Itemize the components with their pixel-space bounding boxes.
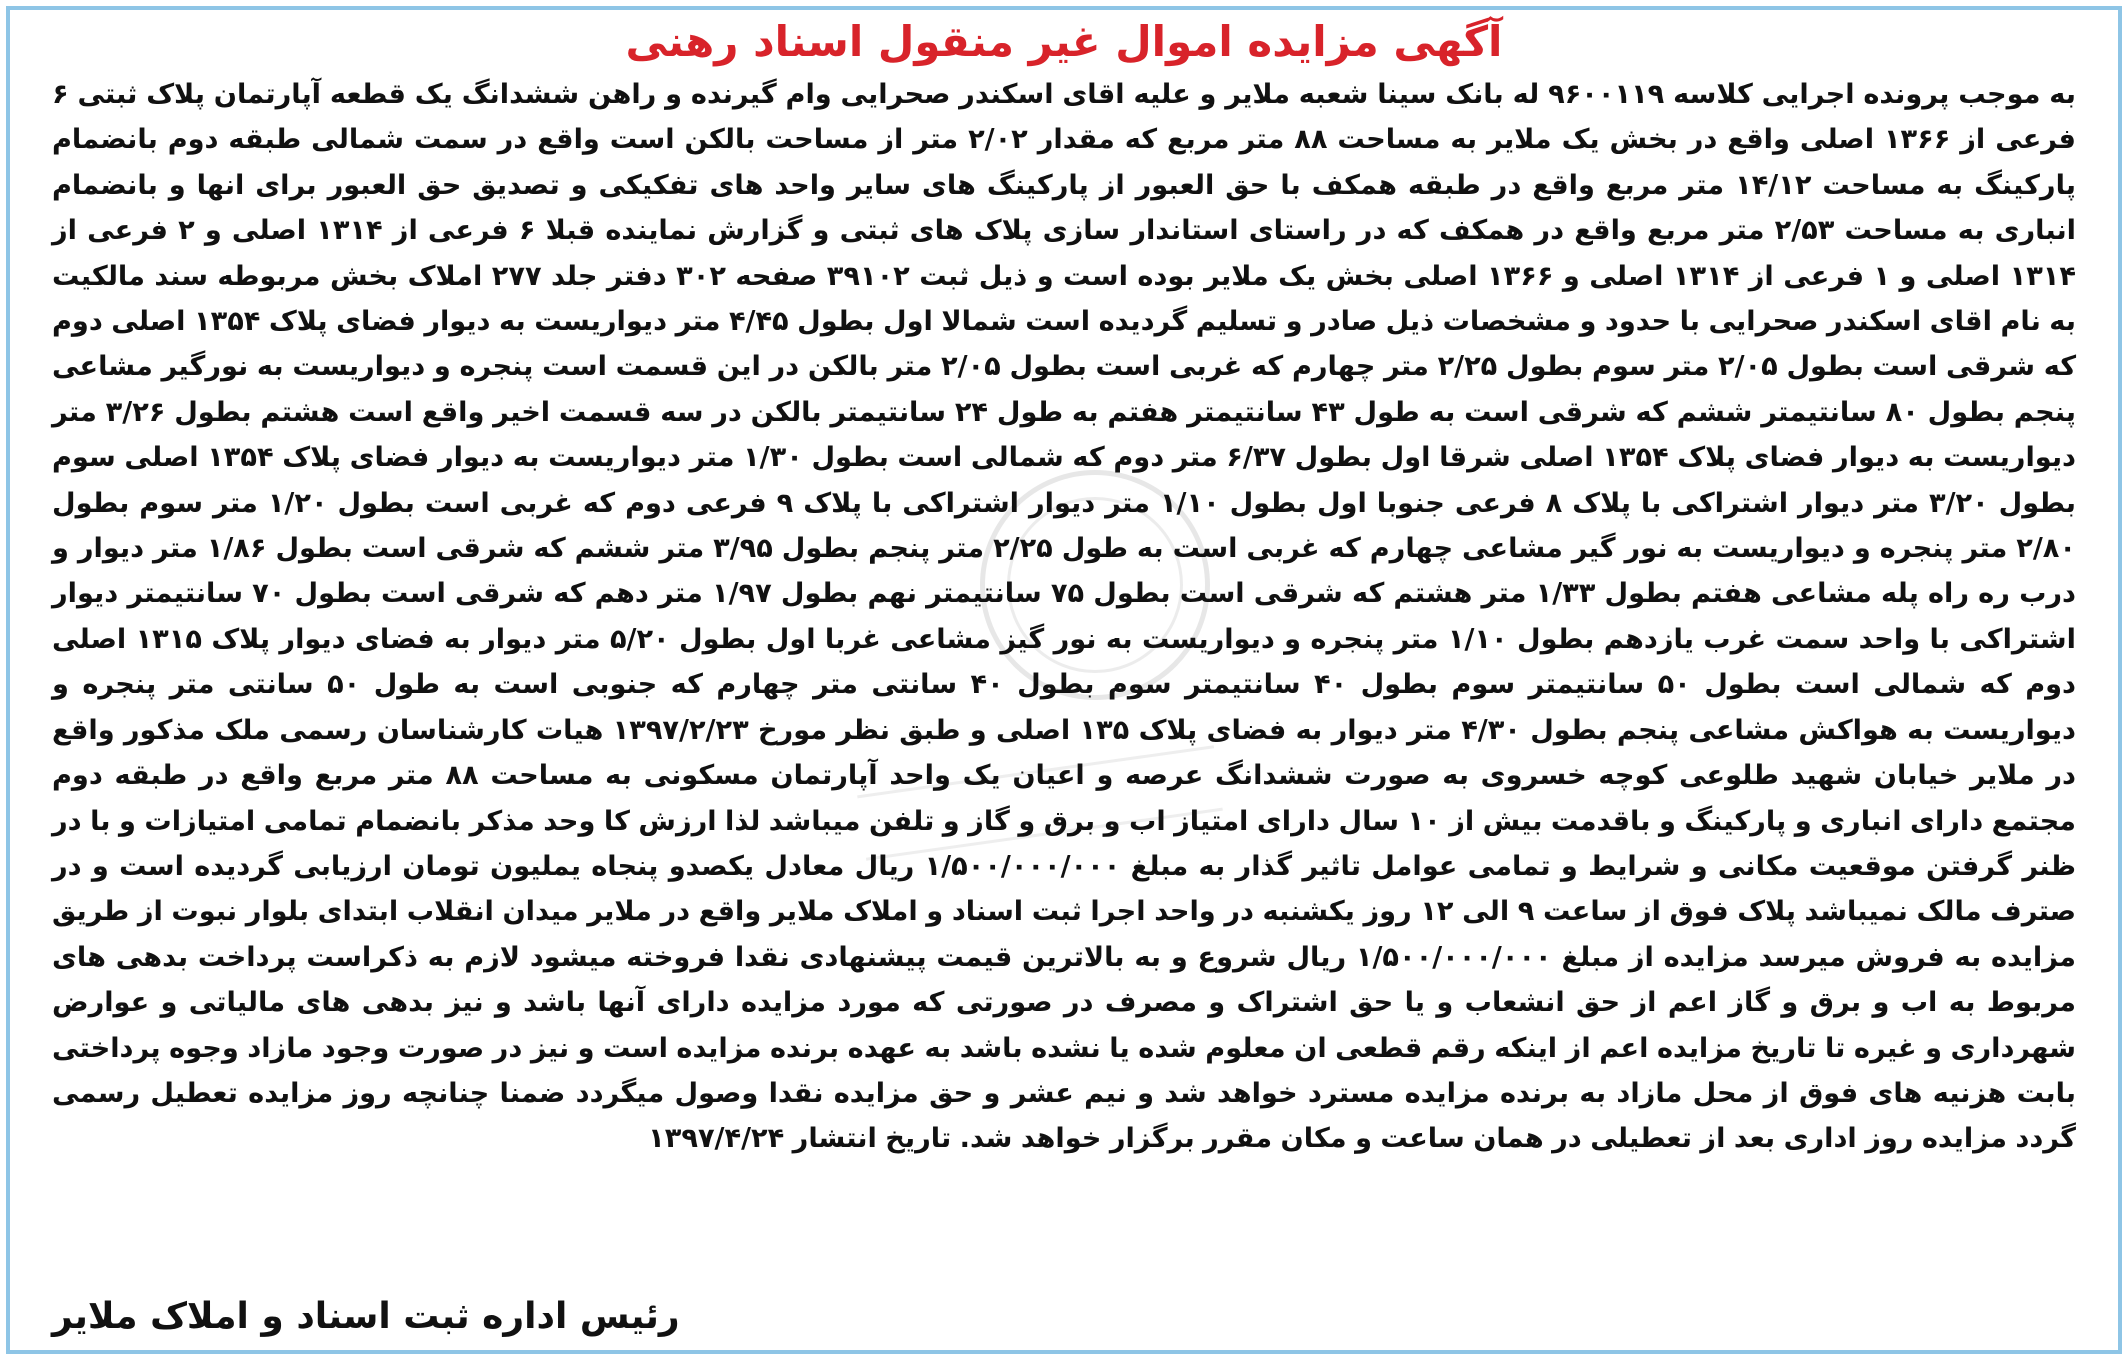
notice-body: به موجب پرونده اجرایی کلاسه ۹۶۰۰۱۱۹ له بانک سینا شعبه ملایر و علیه اقای اسکندر صحرایی وام گیرنده و راهن ششدانگ یک قطعه آپارتمان پلاک ثبتی ۶ فرعی از ۱۳۶۶ اصلی واقع در بخش یک ملایر به مساحت ۸۸ متر مربع که مقدار ۲/۰۲ متر از مساحت بالکن است واقع در سمت شمالی طبقه دوم بانضمام پارکینگ به مساحت ۱۴/۱۲ متر مربع واقع در طبقه همکف با حق العبور از پارکینگ های سایر واحد های تفکیکی و تصدیق حق العبور برای انها و بانضمام انباری به مساحت ۲/۵۳ متر مربع واقع در همکف که در راستای استاندار سازی پلاک های ثبتی و گزارش نماینده قبلا ۶ فرعی از ۱۳۱۴ اصلی و ۲ فرعی از ۱۳۱۴ اصلی و ۱ فرعی از ۱۳۱۴ اصلی و ۱۳۶۶ اصلی بخش یک ملایر بوده است و ذیل ثبت ۳۹۱۰۲ صفحه ۳۰۲ دفتر جلد ۲۷۷ املاک بخش مربوطه سند مالکیت به نام اقای اسکندر صحرایی با حدود و مشخصات ذیل صادر و تسلیم گردیده است شمالا اول بطول ۴/۴۵ متر دیواریست به دیوار فضای پلاک ۱۳۵۴ اصلی دوم که شرقی است بطول ۲/۰۵ متر سوم بطول ۲/۲۵ متر چهارم که غربی است بطول ۲/۰۵ متر بالکن در این قسمت است پنجره و دیواریست به نورگیر مشاعی پنجم بطول ۸۰ سانتیمتر ششم که شرقی است به طول ۴۳ سانتیمتر هفتم به طول ۲۴ سانتیمتر بالکن در سه قسمت اخیر واقع است هشتم بطول ۳/۲۶ متر دیواریست به دیوار فضای پلاک ۱۳۵۴ اصلی شرقا اول بطول ۶/۳۷ متر دوم که شمالی است بطول ۱/۳۰ متر دیواریست به دیوار فضای پلاک ۱۳۵۴ اصلی سوم بطول ۳/۲۰ متر دیوار اشتراکی با پلاک ۸ فرعی جنوبا اول بطول ۱/۱۰ متر دیوار اشتراکی با پلاک ۹ فرعی دوم که غربی است بطول ۱/۲۰ متر سوم بطول ۲/۸۰ متر پنجره و دیواریست به نور گیر مشاعی چهارم که غربی است به طول ۲/۲۵ متر پنجم بطول ۳/۹۵ متر ششم که شرقی است بطول ۱/۸۶ متر دیوار و درب ره راه پله مشاعی هفتم بطول ۱/۳۳ متر هشتم که شرقی است بطول ۷۵ سانتیمتر نهم بطول ۱/۹۷ متر دهم که شرقی است بطول ۷۰ سانتیمتر دیوار اشتراکی با واحد سمت غرب یازدهم بطول ۱/۱۰ متر پنجره و دیواریست به نور گیز مشاعی غربا اول بطول ۵/۲۰ متر دیوار به فضای دیوار پلاک ۱۳۱۵ اصلی دوم که شمالی است بطول ۵۰ سانتیمتر سوم بطول ۴۰ سانتیمتر سوم بطول ۴۰ سانتی متر چهارم که جنوبی است به طول ۵۰ سانتی متر پنجره و دیواریست به هواکش مشاعی پنجم بطول ۴/۳۰ متر دیوار به فضای پلاک ۱۳۵ اصلی و طبق نظر مورخ ۱۳۹۷/۲/۲۳ هیات کارشناسان رسمی ملک مذکور واقع در ملایر خیابان شهید طلوعی کوچه خسروی به صورت ششدانگ عرصه و اعیان یک واحد آپارتمان مسکونی به مساحت ۸۸ متر مربع واقع در طبقه دوم مجتمع دارای انباری و پارکینگ و باقدمت بیش از ۱۰ سال دارای امتیاز اب و برق و گاز و تلفن میباشد لذا ارزش کا وحد مذکر بانضمام تمامی امتیازات و با در ظنر گرفتن موقعیت مکانی و شرایط و تمامی عوامل تاثیر گذار به مبلغ ۱/۵۰۰/۰۰۰/۰۰۰ ریال معادل یکصدو پنجاه یملیون تومان ارزیابی گردیده است و در صترف مالک نمیباشد پلاک فوق از ساعت ۹ الی ۱۲ روز یکشنبه در واحد اجرا ثبت اسناد و املاک ملایر واقع در ملایر میدان انقلاب ابتدای بلوار نبوت از طریق مزایده به فروش میرسد مزایده از مبلغ ۱/۵۰۰/۰۰۰/۰۰۰ ریال شروع و به بالاترین قیمت پیشنهادی نقدا فروخته میشود لازم به ذکراست پرداخت بدهی های مربوط به اب و برق و گاز اعم از حق انشعاب و یا حق اشتراک و مصرف در صورتی که مورد مزایده دارای آنها باشد و نیز بدهی های مالیاتی و عوارض شهرداری و غیره تا تاریخ مزایده اعم از اینکه رقم قطعی ان معلوم شده یا نشده باشد به عهده برنده مزایده است و نیز در صورت وجود مازاد وجوه پرداختی بابت هزنیه های فوق از محل مازاد به برنده مزایده مسترد خواهد شد و نیم عشر و حق مزایده نقدا وصول میگردد ضمنا چنانچه روز مزایده تعطیل رسمی گردد مزایده روز اداری بعد از تعطیلی در همان ساعت و مکان مقرر برگزار خواهد شد. تاریخ انتشار ۱۳۹۷/۴/۲۴ [52, 79, 2077, 1155]
notice-signature: رئیس اداره ثبت اسناد و املاک ملایر [52, 1296, 680, 1337]
notice-title: آگهی مزایده اموال غیر منقول اسناد رهنی [625, 17, 1503, 66]
